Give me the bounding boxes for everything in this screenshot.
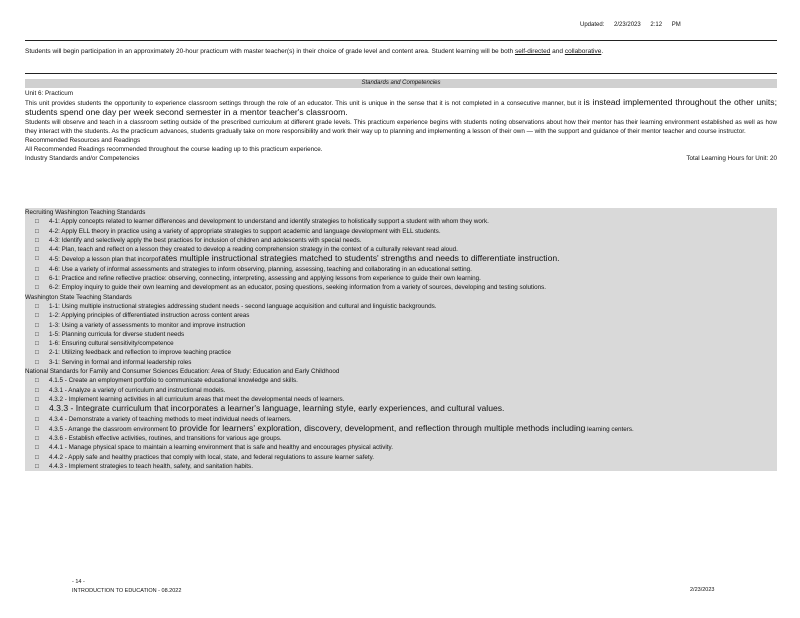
checkbox-square-icon: □ <box>35 453 39 461</box>
checkbox-square-icon: □ <box>35 265 39 273</box>
checkbox-square-icon: □ <box>35 275 39 283</box>
checkbox-square-icon: □ <box>35 246 39 254</box>
standard-text <box>49 330 777 339</box>
standard-list-item <box>25 283 777 292</box>
checkbox-square-icon: □ <box>35 227 39 235</box>
intro-rule <box>25 73 777 74</box>
standard-text-run: 4-1: Apply concepts related to learner differences and development to understand and identify strategies to holistically support a student with whom they work. <box>49 218 489 226</box>
hours-value: 20 <box>769 155 777 162</box>
standard-text <box>49 358 777 367</box>
standard-list-item <box>25 348 777 357</box>
footer-left <box>72 578 181 596</box>
standard-list-item <box>25 311 777 320</box>
standard-list-item <box>25 386 777 395</box>
standard-text-run: 4.3.6 - Establish effective activities, routines, and transitions for various age groups. <box>49 435 282 443</box>
standard-text <box>49 274 777 283</box>
standard-text-tail: learning centers. <box>585 425 634 433</box>
standard-text <box>49 321 777 330</box>
standard-text <box>49 302 777 311</box>
standard-text-run: 2-1: Utilizing feedback and reflection to improve teaching practice <box>49 349 232 357</box>
standard-text <box>49 339 777 348</box>
standard-text-run: 4.3.4 - Demonstrate a variety of teaching methods to meet individual needs of learners. <box>49 415 292 423</box>
standard-text <box>49 386 777 395</box>
checkbox-square-icon: □ <box>35 463 39 471</box>
standard-text-run: 4.4.1 - Manage physical space to maintain a learning environment that is safe and healthy and encourages physical activity. <box>49 444 393 452</box>
standards-section-title: Recruiting Washington Teaching Standards <box>25 209 146 216</box>
standard-text-run: 1-5: Planning curricula for diverse student needs <box>49 330 185 338</box>
standard-text <box>49 217 777 226</box>
checkbox-square-icon: □ <box>35 386 39 394</box>
unit-paragraph-2: Students will observe and teach in a classroom setting outside of the prescribed curriculum at different grade levels. This practicum experience begins with students noting observations about how their mentor has their learning environment established as well as how they interact with the students. As the practicum advances, students gradually take on more responsibility and work their way up to planning and implementing a lesson of their own — with the support and guidance of their mentor teacher and course instructor. <box>25 119 777 135</box>
updated-ampm: PM <box>671 22 681 28</box>
intro-post: . <box>601 48 604 55</box>
standards-section-title: Washington State Teaching Standards <box>25 293 132 301</box>
updated-time: 2:12 <box>650 22 663 28</box>
checkbox-square-icon: □ <box>35 302 39 310</box>
updated-stamp <box>580 22 689 28</box>
standard-list-item <box>25 321 777 330</box>
standard-list-item <box>25 236 777 245</box>
standard-text-run: 6-2: Employ inquiry to guide their own learning and development as an educator, posing questions, seeking information from a variety of sources, developing and testing solutions. <box>49 284 547 292</box>
checkbox-square-icon: □ <box>35 284 39 292</box>
footer-page-number: - 14 - <box>72 579 85 585</box>
industry-label: Industry Standards and/or Competencies <box>25 155 140 162</box>
standard-list-item <box>25 443 777 452</box>
standard-text-run: 4-6: Use a variety of informal assessments and strategies to inform observing, planning, assessing, teaching and collaborating in an educational setting. <box>49 265 472 273</box>
checkbox-square-icon: □ <box>35 395 39 403</box>
updated-date: 2/23/2023 <box>614 22 641 28</box>
checkbox-square-icon: □ <box>35 349 39 357</box>
footer-course: INTRODUCTION TO EDUCATION - 08.2022 <box>72 588 182 594</box>
checkbox-square-icon: □ <box>35 377 39 385</box>
standard-text-run: 1-6: Ensuring cultural sensitivity/competence <box>49 340 174 348</box>
standard-text-large-run: to provide for learners' exploration, discovery, development, and reflection through multiple methods including <box>169 422 586 433</box>
standard-list-item <box>25 376 777 385</box>
checkbox-square-icon: □ <box>35 218 39 226</box>
industry-row <box>25 154 777 163</box>
updated-label: Updated: <box>580 22 605 28</box>
checkbox-square-icon: □ <box>35 415 39 423</box>
standard-list-item <box>25 453 777 462</box>
standard-text <box>49 348 777 357</box>
standard-text-run: 4.4.2 - Apply safe and healthy practices that comply with local, state, and federal regulations to assure learner safety. <box>49 453 375 461</box>
checkbox-square-icon: □ <box>35 444 39 452</box>
standard-text <box>49 462 777 471</box>
checkbox-square-icon: □ <box>35 424 39 432</box>
unit-paragraph-1 <box>25 98 777 118</box>
resources-label: Recommended Resources and Readings <box>25 137 141 144</box>
unit-body <box>25 89 777 163</box>
standard-text-large-run: 4.3.3 - Integrate curriculum that incorporates a learner's language, learning style, early experiences, and cultural values. <box>49 403 505 414</box>
standard-list-item <box>25 227 777 236</box>
resources-text: All Recommended Readings recommended throughout the course leading up to this practicum experience. <box>25 146 323 153</box>
standard-list-item <box>25 274 777 283</box>
unit-p1-small: This unit provides students the opportunity to experience classroom settings through the role of an educator. This unit is unique in the sense that it is not completed in a consecutive manner, but it <box>25 100 584 107</box>
checkbox-square-icon: □ <box>35 405 39 413</box>
standard-text <box>49 404 777 414</box>
standard-text <box>49 283 777 292</box>
standard-text-run: 1-1: Using multiple instructional strategies addressing student needs - second language acquisition and cultural and linguistic backgrounds. <box>49 302 437 310</box>
standards-band-title: Standards and Competencies <box>25 79 777 88</box>
standard-text <box>49 227 777 236</box>
standard-text-run: 4.1.5 - Create an employment portfolio to communicate educational knowledge and skills. <box>49 377 298 385</box>
standard-text-run: 6-1: Practice and refine reflective practice: observing, connecting, interpreting, assessing and applying lessons from experience to guide their own learning. <box>49 275 481 283</box>
standard-text <box>49 236 777 245</box>
intro-collaborative: collaborative <box>564 48 602 55</box>
standard-text-large-run: rates multiple instructional strategies matched to students' strengths and needs to differentiate instruction. <box>158 253 560 264</box>
unit-p1-big: is instead implemented throughout the other units; students spend one day per week second semester in a mentor teacher's classroom. <box>25 97 777 117</box>
standard-text <box>49 453 777 462</box>
standards-section-title: National Standards for Family and Consumer Sciences Education: Area of Study: Education and Early Childhood <box>25 368 340 376</box>
checkbox-square-icon: □ <box>35 340 39 348</box>
hours-label: Total Learning Hours for Unit: <box>686 155 769 162</box>
standard-text-run: 4.4.3 - Implement strategies to teach health, safety, and sanitation habits. <box>49 463 253 471</box>
standard-list-item <box>25 265 777 274</box>
unit-title: Unit 6: Practicum <box>25 90 73 97</box>
standard-list-item <box>25 330 777 339</box>
standard-list-item <box>25 424 777 434</box>
standard-text <box>49 376 777 385</box>
standard-text <box>49 443 777 452</box>
footer-date: 2/23/2023 <box>690 587 715 593</box>
standard-list-item <box>25 217 777 226</box>
standard-text <box>49 254 777 264</box>
standard-text-run: 3-1: Serving in formal and informal leadership roles <box>49 358 192 366</box>
standard-text-run: 4.3.1 - Analyze a variety of curriculum and instructional models. <box>49 386 226 394</box>
checkbox-square-icon: □ <box>35 330 39 338</box>
top-rule <box>25 40 777 41</box>
standard-text-run: 4-2: Apply ELL theory in practice using a variety of appropriate strategies to support academic and language development with ELL students. <box>49 227 441 235</box>
checkbox-square-icon: □ <box>35 236 39 244</box>
standard-list-item <box>25 462 777 471</box>
standard-text-run: 4.3.5 - Arrange the classroom environment <box>49 425 170 433</box>
standard-list-item <box>25 358 777 367</box>
standard-text-run: 4-5: Develop a lesson plan that incorpo <box>49 256 159 264</box>
standard-text-run: 4-4: Plan, teach and reflect on a lesson they created to develop a reading comprehension strategy in the context of a culturally relevant read aloud. <box>49 246 458 254</box>
standard-list-item <box>25 404 777 414</box>
standard-text-run: 4.3.2 - Implement learning activities in all curriculum areas that meet the developmental needs of learners. <box>49 395 345 403</box>
standard-text-run: 1-2: Applying principles of differentiated instruction across content areas <box>49 312 250 320</box>
intro-self-directed: self-directed <box>514 48 551 55</box>
standard-text <box>49 434 777 443</box>
intro-pre: Students will begin participation in an approximately 20-hour practicum with master teacher(s) in their choice of grade level and content area. Student learning will be both <box>25 48 515 55</box>
intro-and: and <box>550 48 565 55</box>
standard-list-item <box>25 302 777 311</box>
standard-list-item <box>25 339 777 348</box>
hours-block <box>686 154 777 163</box>
checkbox-square-icon: □ <box>35 312 39 320</box>
standard-text <box>49 311 777 320</box>
standard-list-item <box>25 254 777 264</box>
checkbox-square-icon: □ <box>35 435 39 443</box>
checkbox-square-icon: □ <box>35 358 39 366</box>
standard-text <box>49 424 777 434</box>
standard-list-item <box>25 434 777 443</box>
standard-text-run: 4-3: Identify and selectively apply the best practices for inclusion of children and adolescents with special needs. <box>49 236 362 244</box>
standard-text <box>49 265 777 274</box>
standard-text-run: 1-3: Using a variety of assessments to monitor and improve instruction <box>49 321 246 329</box>
intro-paragraph <box>25 46 777 57</box>
standards-shaded-block <box>25 208 777 471</box>
checkbox-square-icon: □ <box>35 255 39 263</box>
checkbox-square-icon: □ <box>35 321 39 329</box>
